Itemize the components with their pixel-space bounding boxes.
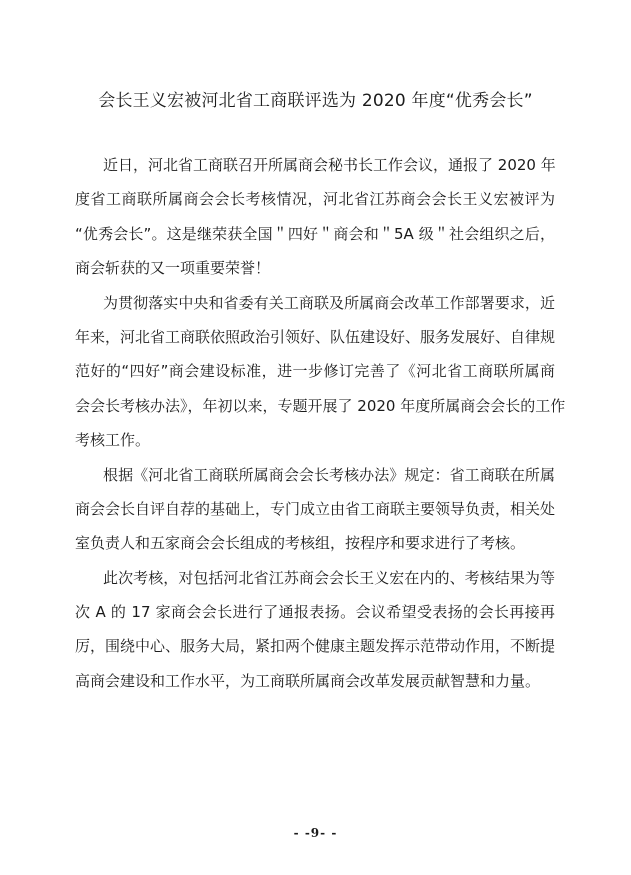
page-number: - -9- - [293, 826, 338, 840]
paragraph-4-line-1: 此次考核，对包括河北省江苏商会会长王义宏在内的、考核结果为等 [103, 568, 555, 587]
paragraph-1-line-1: 近日，河北省工商联召开所属商会秘书长工作会议，通报了 2020 年 [103, 156, 556, 174]
paragraph-4-line-3: 厉，围绕中心、服务大局，紧扣两个健康主题发挥示范带动作用，不断提 [75, 637, 556, 656]
document-body [75, 148, 566, 698]
paragraph-4-line-4: 高商会建设和工作水平，为工商联所属商会改革发展贡献智慧和力量。 [75, 671, 541, 690]
paragraph-2-line-4: 会会长考核办法》，年初以来，专题开展了 2020 年度所属商会会长的工作 [75, 396, 566, 415]
paragraph-1-line-3: “优秀会长”。这是继荣获全国＂四好＂商会和＂5A 级＂社会组织之后， [75, 224, 555, 243]
document-title: 会长王义宏被河北省工商联评选为 2020 年度“优秀会长” [98, 91, 533, 111]
paragraph-3-line-2: 商会会长自评自荐的基础上，专门成立由省工商联主要领导负责，相关处 [75, 499, 556, 518]
paragraph-1-line-4: 商会斩获的又一项重要荣誉！ [75, 259, 271, 278]
paragraph-2-line-1: 为贯彻落实中央和省委有关工商联及所属商会改革工作部署要求，近 [103, 293, 555, 312]
paragraph-2-line-5: 考核工作。 [75, 431, 151, 450]
paragraph-2-line-2: 年来，河北省工商联依照政治引领好、队伍建设好、服务发展好、自律规 [75, 327, 556, 346]
paragraph-3-line-3: 室负责人和五家商会会长组成的考核组，按程序和要求进行了考核。 [75, 534, 526, 553]
paragraph-1-line-2: 度省工商联所属商会会长考核情况，河北省江苏商会会长王义宏被评为 [75, 190, 555, 209]
paragraph-3-line-1: 根据《河北省工商联所属商会会长考核办法》规定：省工商联在所属 [103, 465, 555, 484]
paragraph-2-line-3: 范好的“四好”商会建设标准，进一步修订完善了《河北省工商联所属商 [75, 362, 555, 381]
paragraph-4-line-2: 次 A 的 17 家商会会长进行了通报表扬。会议希望受表扬的会长再接再 [75, 603, 555, 622]
